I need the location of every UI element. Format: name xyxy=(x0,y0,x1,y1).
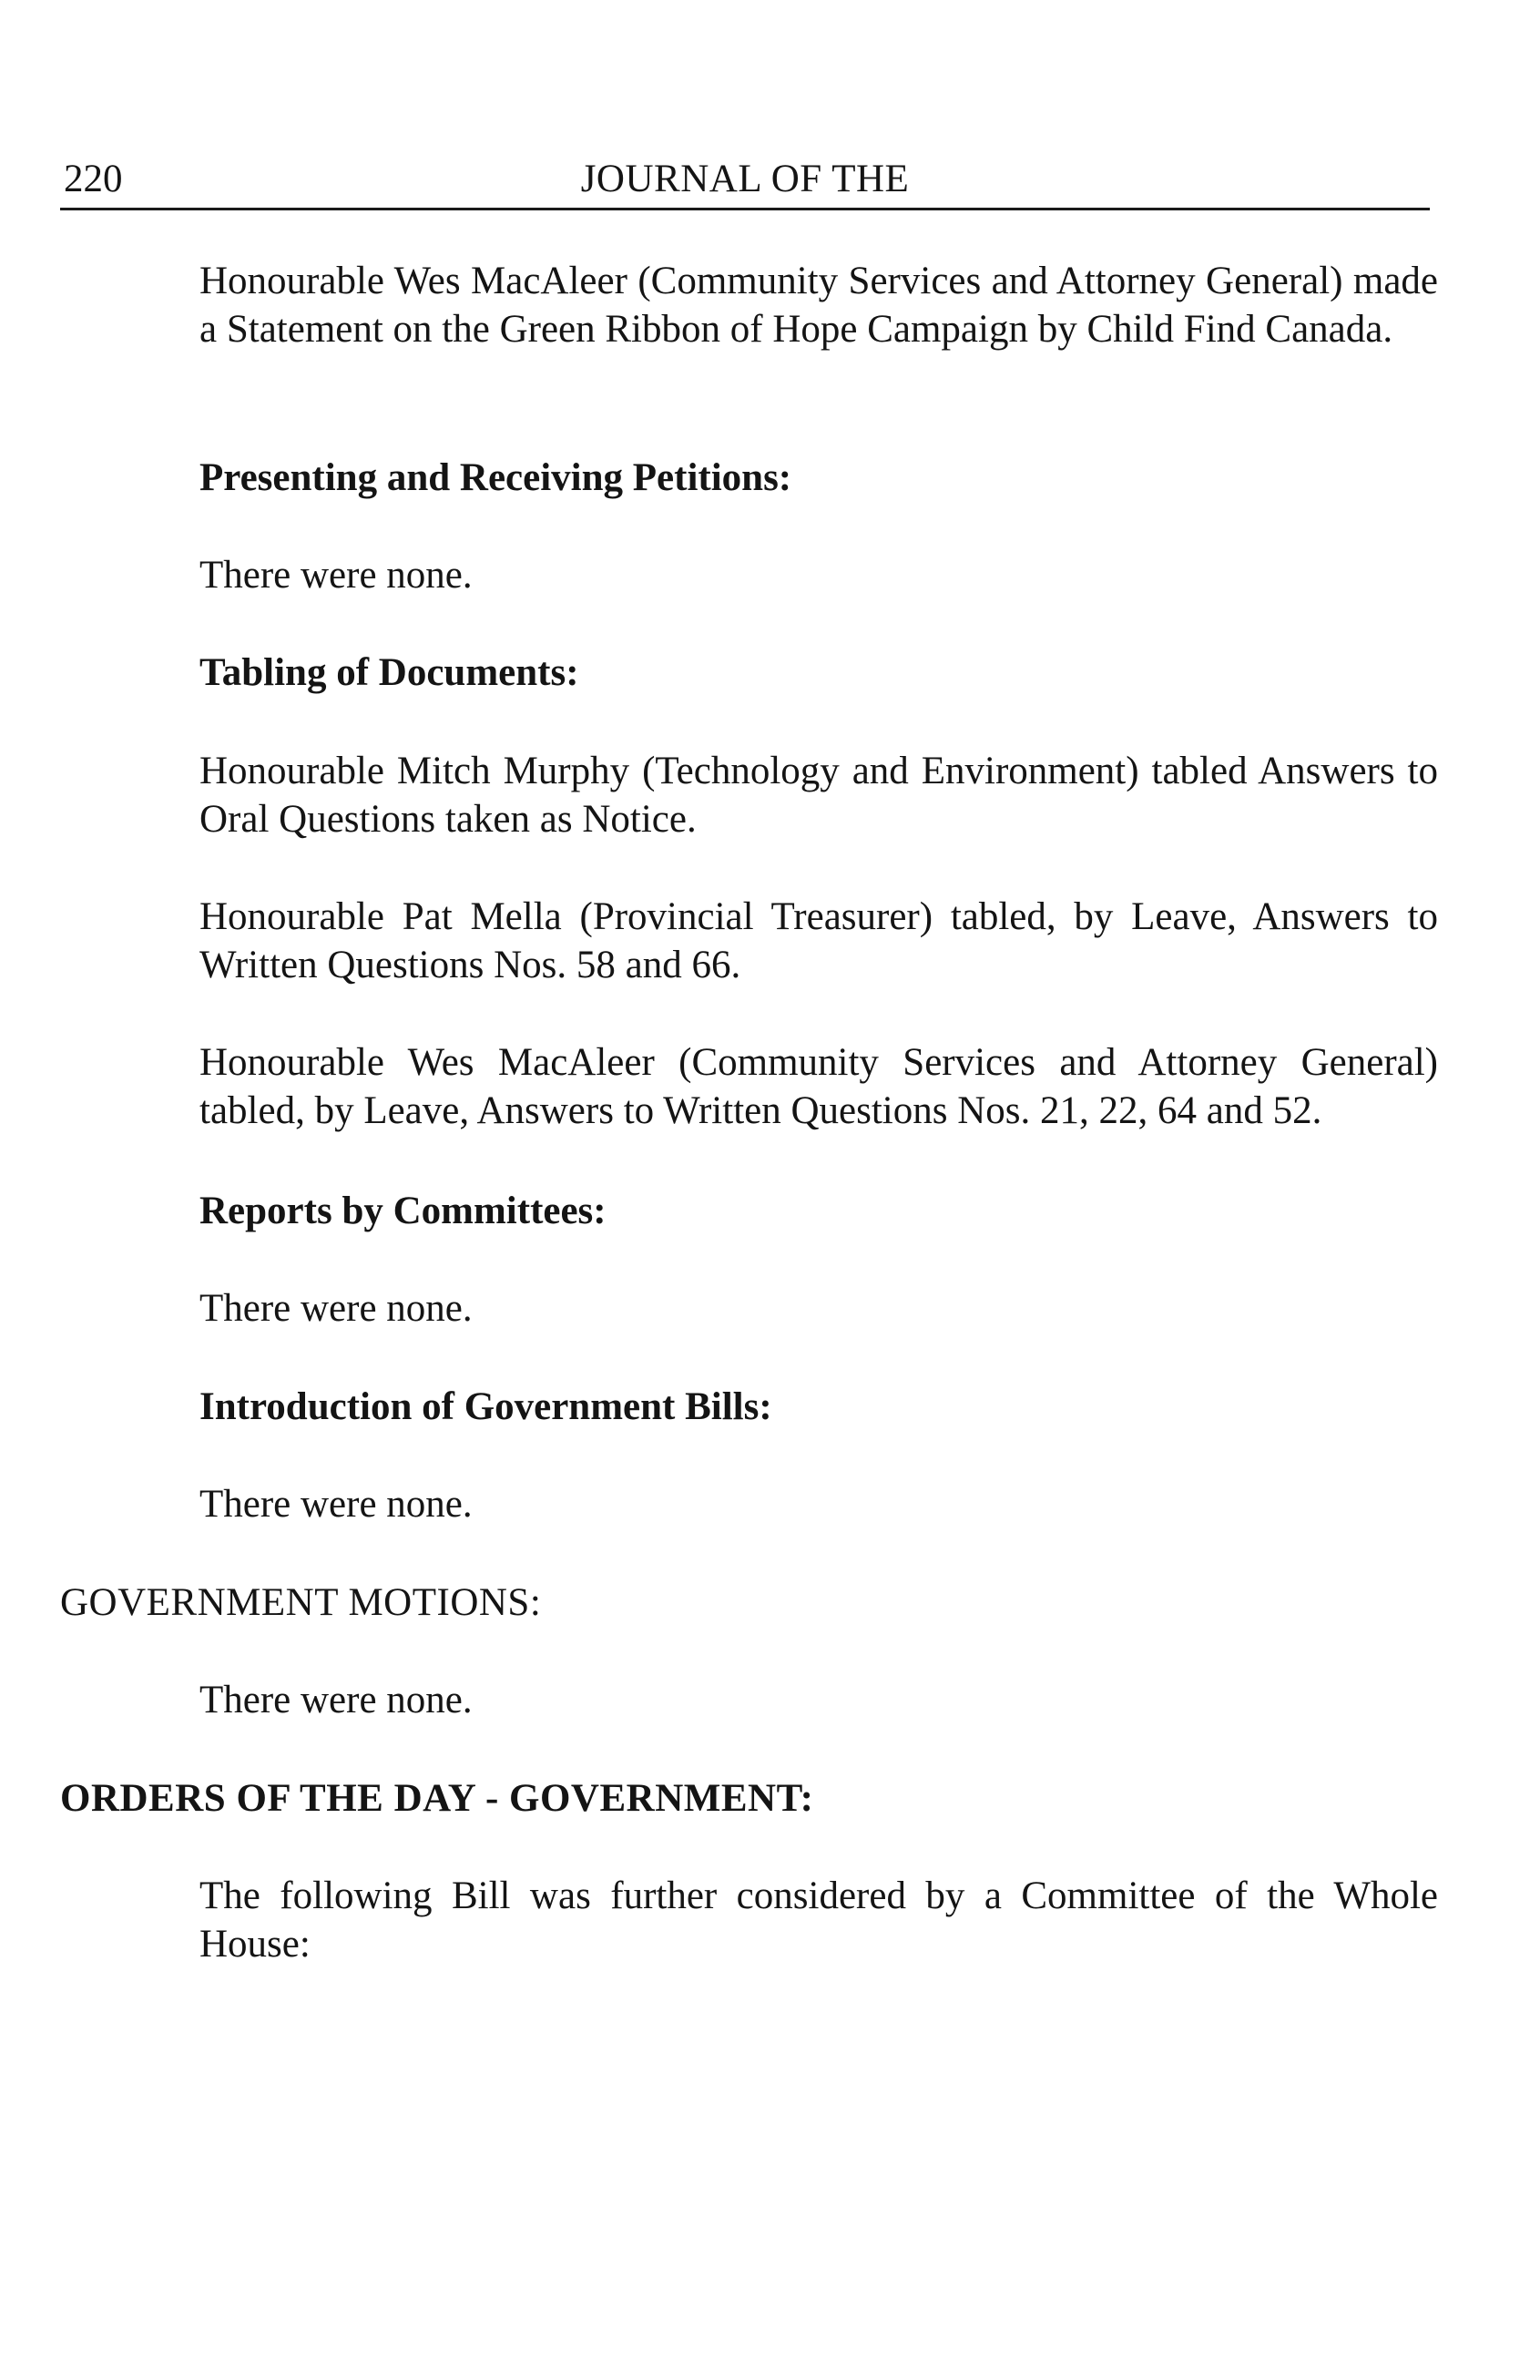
petitions-text: There were none. xyxy=(199,554,473,597)
orders-of-the-day-heading: ORDERS OF THE DAY - GOVERNMENT: xyxy=(60,1777,814,1820)
tabling-item: Honourable Wes MacAleer (Community Services and Attorney General) tabled, by Leave, Answers to Written Questions Nos. 21, 22, 64 and 52. xyxy=(199,1041,1438,1132)
bills-text: There were none. xyxy=(199,1483,473,1526)
government-motions-heading: GOVERNMENT MOTIONS: xyxy=(60,1581,542,1624)
tabling-item: Honourable Pat Mella (Provincial Treasurer) tabled, by Leave, Answers to Written Questions Nos. 58 and 66. xyxy=(199,895,1438,986)
tabling-heading: Tabling of Documents: xyxy=(199,651,579,694)
page-number: 220 xyxy=(64,158,123,200)
committees-heading: Reports by Committees: xyxy=(199,1190,607,1232)
petitions-heading: Presenting and Receiving Petitions: xyxy=(199,456,792,499)
statement-paragraph: Honourable Wes MacAleer (Community Services and Attorney General) made a Statement on the Green Ribbon of Hope Campaign by Child Find Canada. xyxy=(199,260,1438,351)
tabling-item: Honourable Mitch Murphy (Technology and Environment) tabled Answers to Oral Questions taken as Notice. xyxy=(199,750,1438,841)
committees-text: There were none. xyxy=(199,1287,473,1330)
journal-title: JOURNAL OF THE xyxy=(580,158,910,200)
government-motions-text: There were none. xyxy=(199,1679,473,1721)
running-header xyxy=(60,155,1430,210)
orders-of-the-day-text: The following Bill was further considered by a Committee of the Whole House: xyxy=(199,1874,1438,1966)
bills-heading: Introduction of Government Bills: xyxy=(199,1385,772,1428)
